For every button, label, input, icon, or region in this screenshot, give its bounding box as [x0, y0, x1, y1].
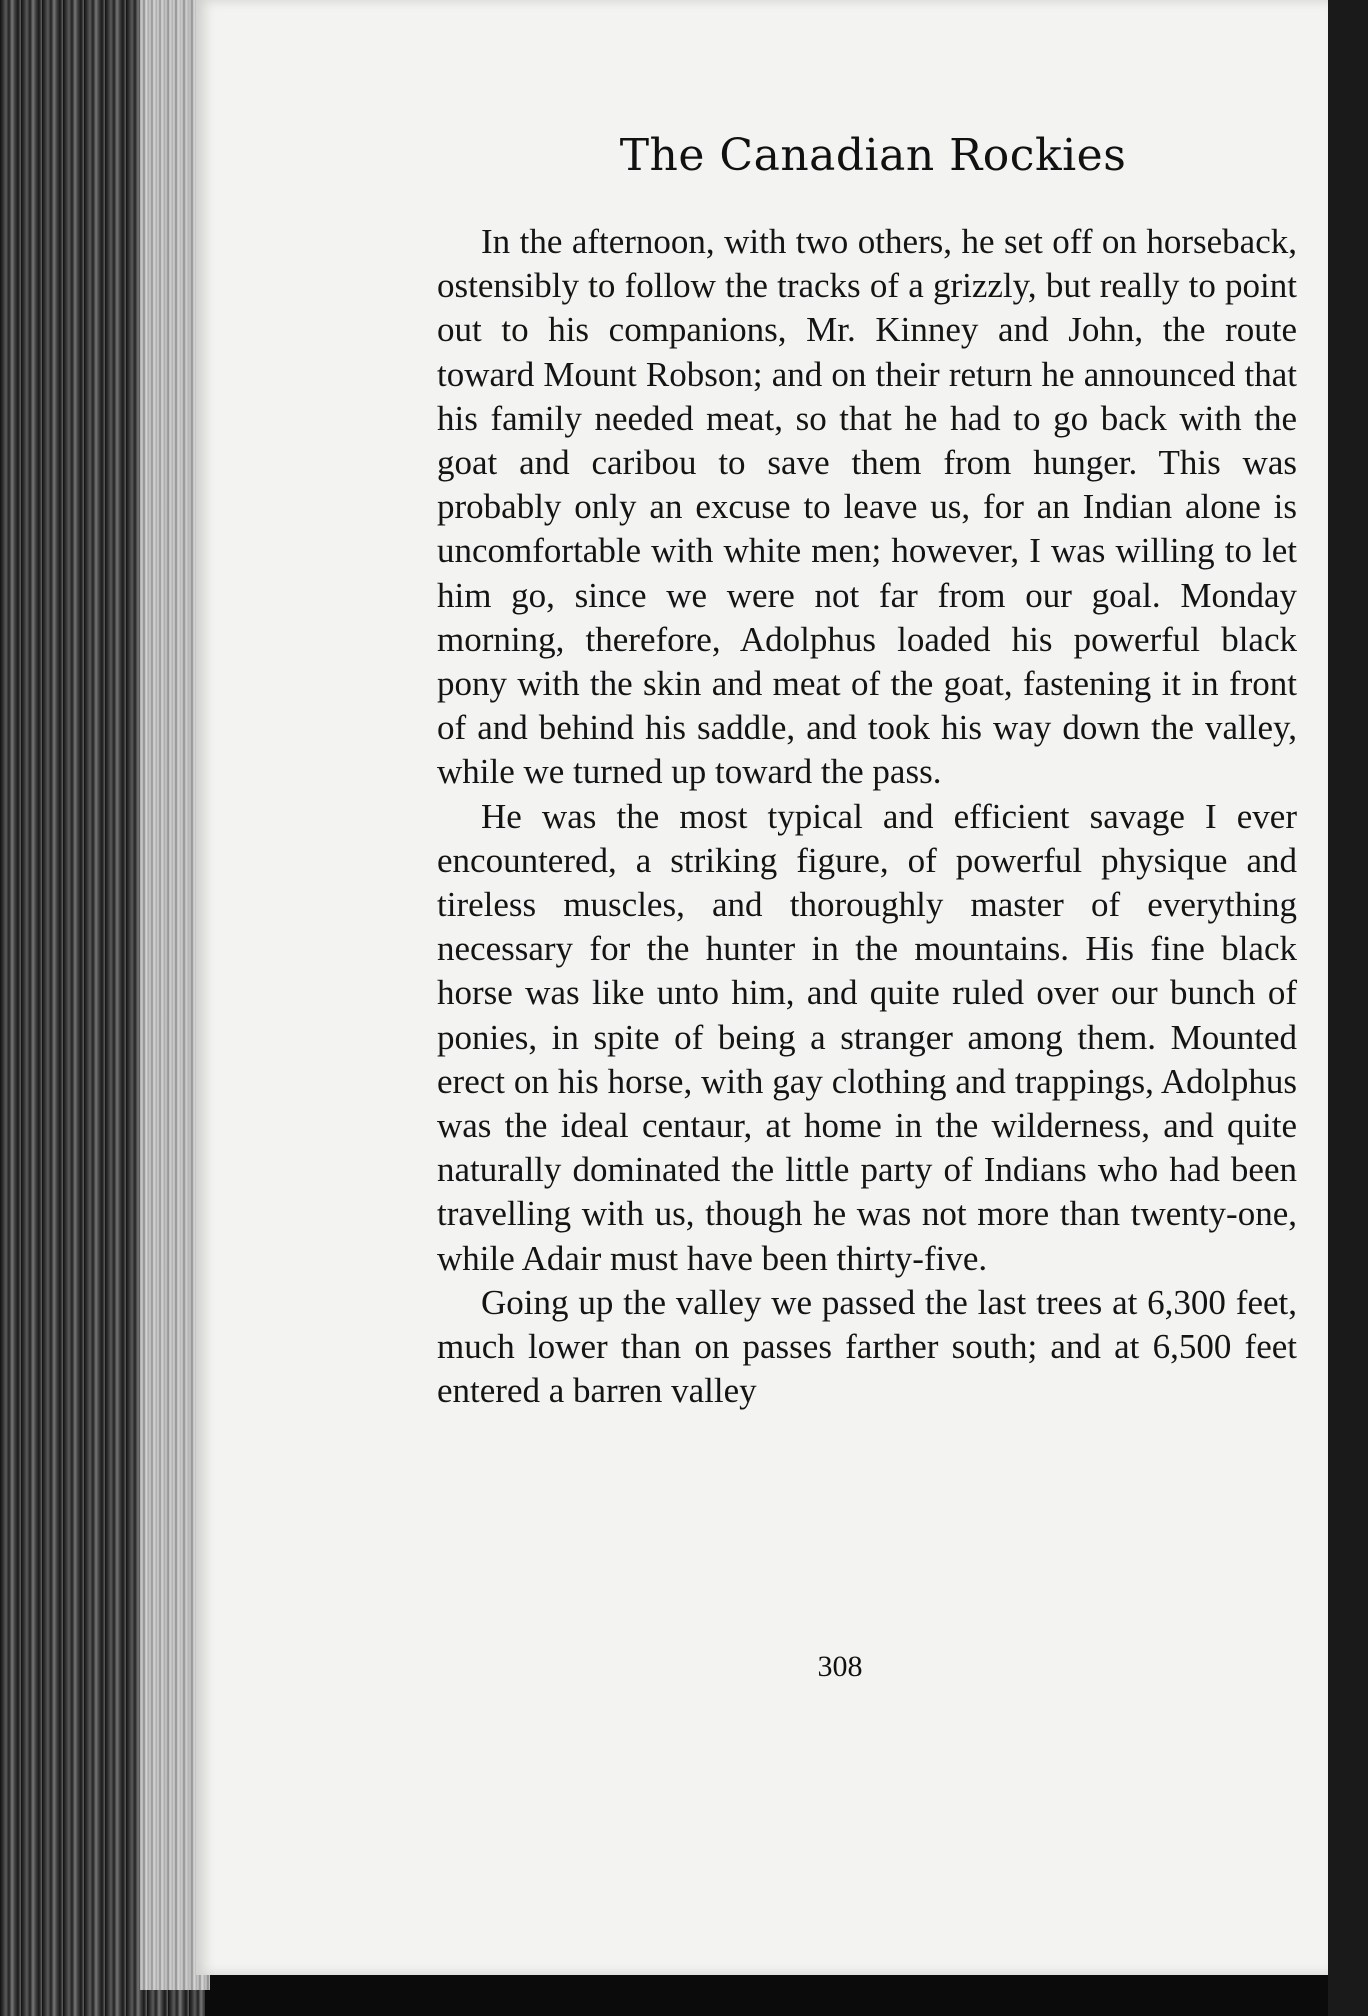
paragraph: Going up the valley we passed the last trees at 6,300 feet, much lower than on passes farther south; and at 6,500 feet entered a barren valley [437, 1282, 1297, 1411]
paragraph: He was the most typical and efficient savage I ever encountered, a striking figure, of powerful physique and tireless muscles, and thoroughly master of everything necessary for the hunter in the mountains. His fine black horse was like unto him, and quite ruled over our bunch of ponies, in spite of being a stranger among them. Mounted erect on his horse, with gay clothing and trappings, Adolphus was the ideal centaur, at home in the wilderness, and quite naturally dominated the little party of Indians who had been travelling with us, though he was not more than twenty-one, while Adair must have been thirty-five. [437, 796, 1297, 1278]
body-text [437, 220, 1297, 1413]
paragraph: In the afternoon, with two others, he set off on horseback, ostensibly to follow the tracks of a grizzly, but really to point out to his companions, Mr. Kinney and John, the route toward Mount Robson; and on their return he announced that his family needed meat, so that he had to go back with the goat and caribou to save them from hunger. This was probably only an excuse to leave us, for an Indian alone is uncomfortable with white men; however, I was willing to let him go, since we were not far from our goal. Monday morning, therefore, Adolphus loaded his powerful black pony with the skin and meat of the goat, fastening it in front of and behind his saddle, and took his way down the valley, while we turned up toward the pass. [437, 222, 1297, 792]
running-head: The Canadian Rockies [619, 130, 1127, 181]
page-right-border [1328, 0, 1368, 2016]
page-number: 308 [817, 1650, 863, 1683]
